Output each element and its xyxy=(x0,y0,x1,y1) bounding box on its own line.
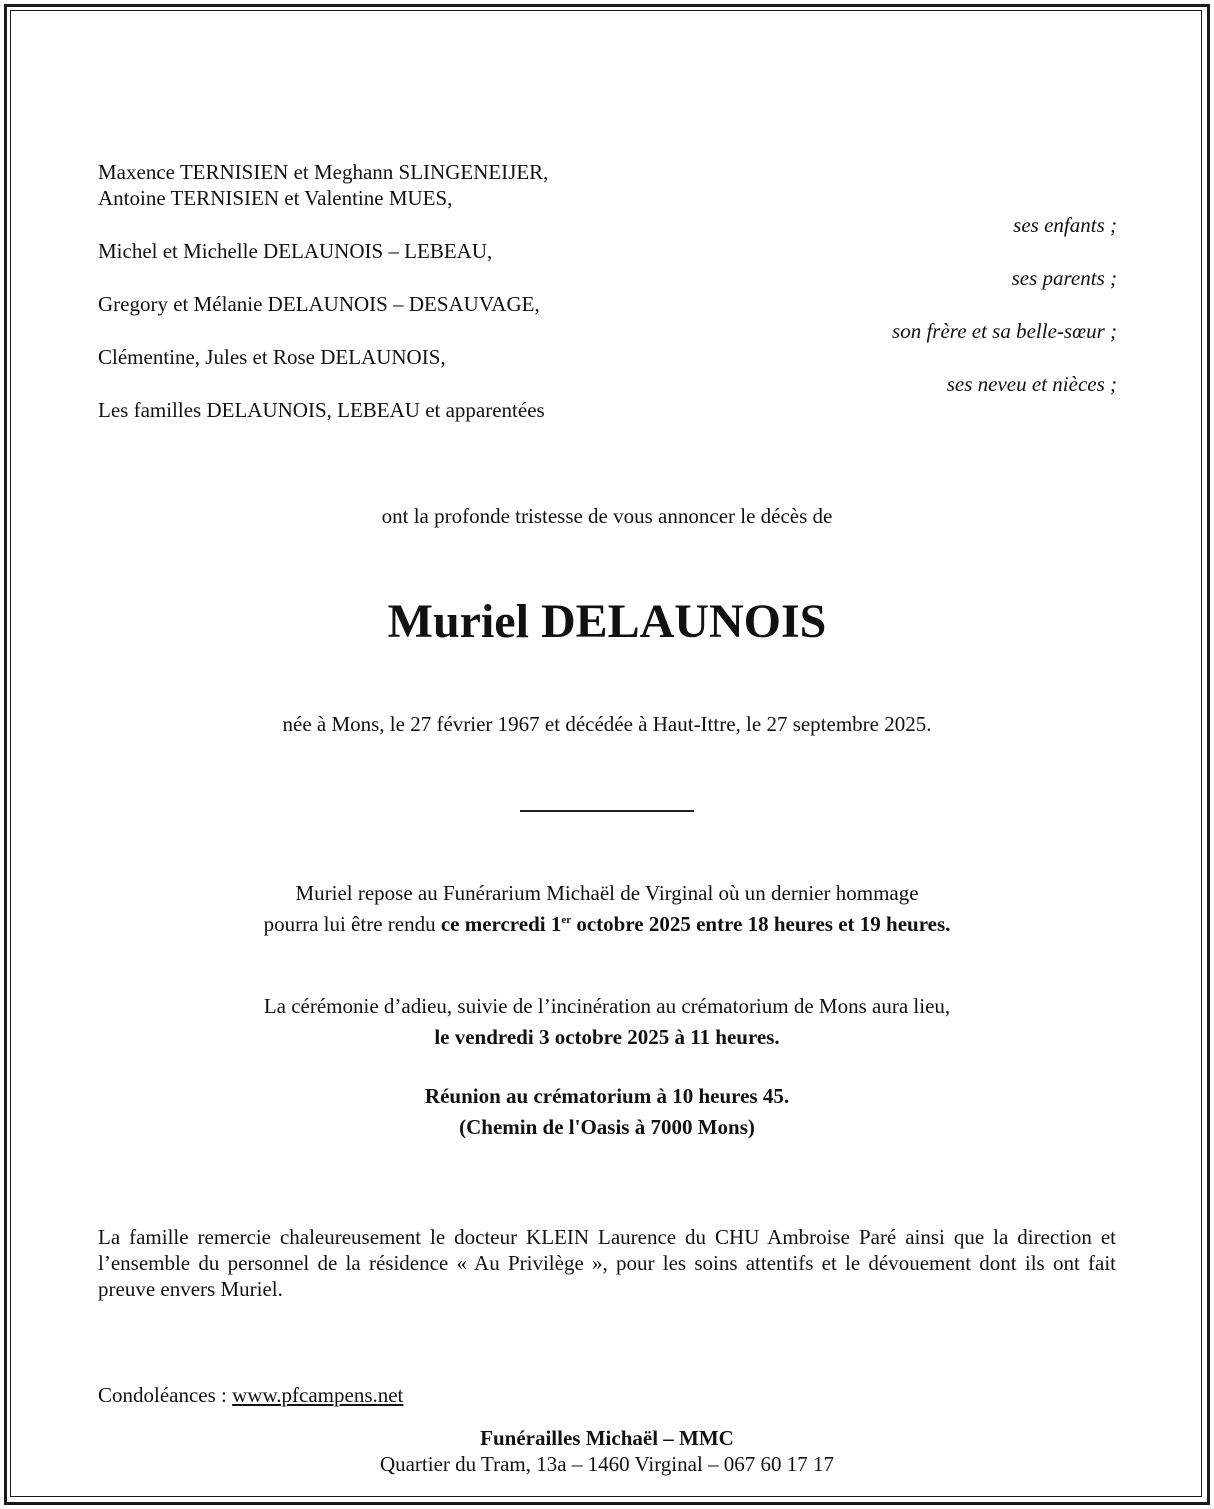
role-parents: ses parents ; xyxy=(1011,266,1117,290)
deceased-name: Muriel DELAUNOIS xyxy=(387,595,827,648)
visitation-ordinal: er xyxy=(561,914,572,926)
ceremony-line-2: le vendredi 3 octobre 2025 à 11 heures. xyxy=(434,1025,780,1049)
meeting-line-1: Réunion au crématorium à 10 heures 45. xyxy=(424,1084,790,1108)
condolences-label: Condoléances : xyxy=(98,1383,233,1407)
visitation-date-b: octobre 2025 entre 18 heures et 19 heures. xyxy=(571,912,951,936)
separator-line xyxy=(520,810,694,812)
family-line-nephews: Clémentine, Jules et Rose DELAUNOIS, xyxy=(98,345,446,369)
meeting-line-2: (Chemin de l'Oasis à 7000 Mons) xyxy=(459,1115,755,1139)
role-nephews: ses neveu et nièces ; xyxy=(946,372,1117,396)
visitation-date-a: ce mercredi 1 xyxy=(440,912,562,936)
family-line-children-2: Antoine TERNISIEN et Valentine MUES, xyxy=(98,186,453,210)
condolences-link[interactable]: www.pfcampens.net xyxy=(232,1383,404,1407)
thanks-paragraph: La famille remercie chaleureusement le docteur KLEIN Laurence du CHU Ambroise Paré ainsi que la direction et l’ensemble du personnel de la résidence « Au Privilège », pour les soins attentifs et le dévouement dont ils ont fait preuve envers Muriel. xyxy=(98,1225,1116,1301)
role-children: ses enfants ; xyxy=(1013,213,1117,237)
announcement-text: ont la profonde tristesse de vous annoncer le décès de xyxy=(381,504,833,528)
birth-death-dates: née à Mons, le 27 février 1967 et décédée à Haut-Ittre, le 27 septembre 2025. xyxy=(282,712,932,736)
family-line-families: Les familles DELAUNOIS, LEBEAU et apparentées xyxy=(98,398,545,422)
visitation-line-2 xyxy=(0,911,1214,937)
family-line-children-1: Maxence TERNISIEN et Meghann SLINGENEIJER, xyxy=(98,160,549,184)
funeral-home-address: Quartier du Tram, 13a – 1460 Virginal – 067 60 17 17 xyxy=(379,1452,835,1476)
visitation-line-1: Muriel repose au Funérarium Michaël de Virginal où un dernier hommage xyxy=(295,881,919,905)
condolences-line xyxy=(98,1382,403,1408)
visitation-prefix: pourra lui être rendu xyxy=(263,912,441,936)
ceremony-line-1: La cérémonie d’adieu, suivie de l’incinération au crématorium de Mons aura lieu, xyxy=(263,994,951,1018)
family-line-sibling: Gregory et Mélanie DELAUNOIS – DESAUVAGE, xyxy=(98,292,540,316)
family-line-parents: Michel et Michelle DELAUNOIS – LEBEAU, xyxy=(98,239,493,263)
funeral-home-name: Funérailles Michaël – MMC xyxy=(480,1426,734,1450)
role-sibling: son frère et sa belle-sœur ; xyxy=(892,319,1117,343)
